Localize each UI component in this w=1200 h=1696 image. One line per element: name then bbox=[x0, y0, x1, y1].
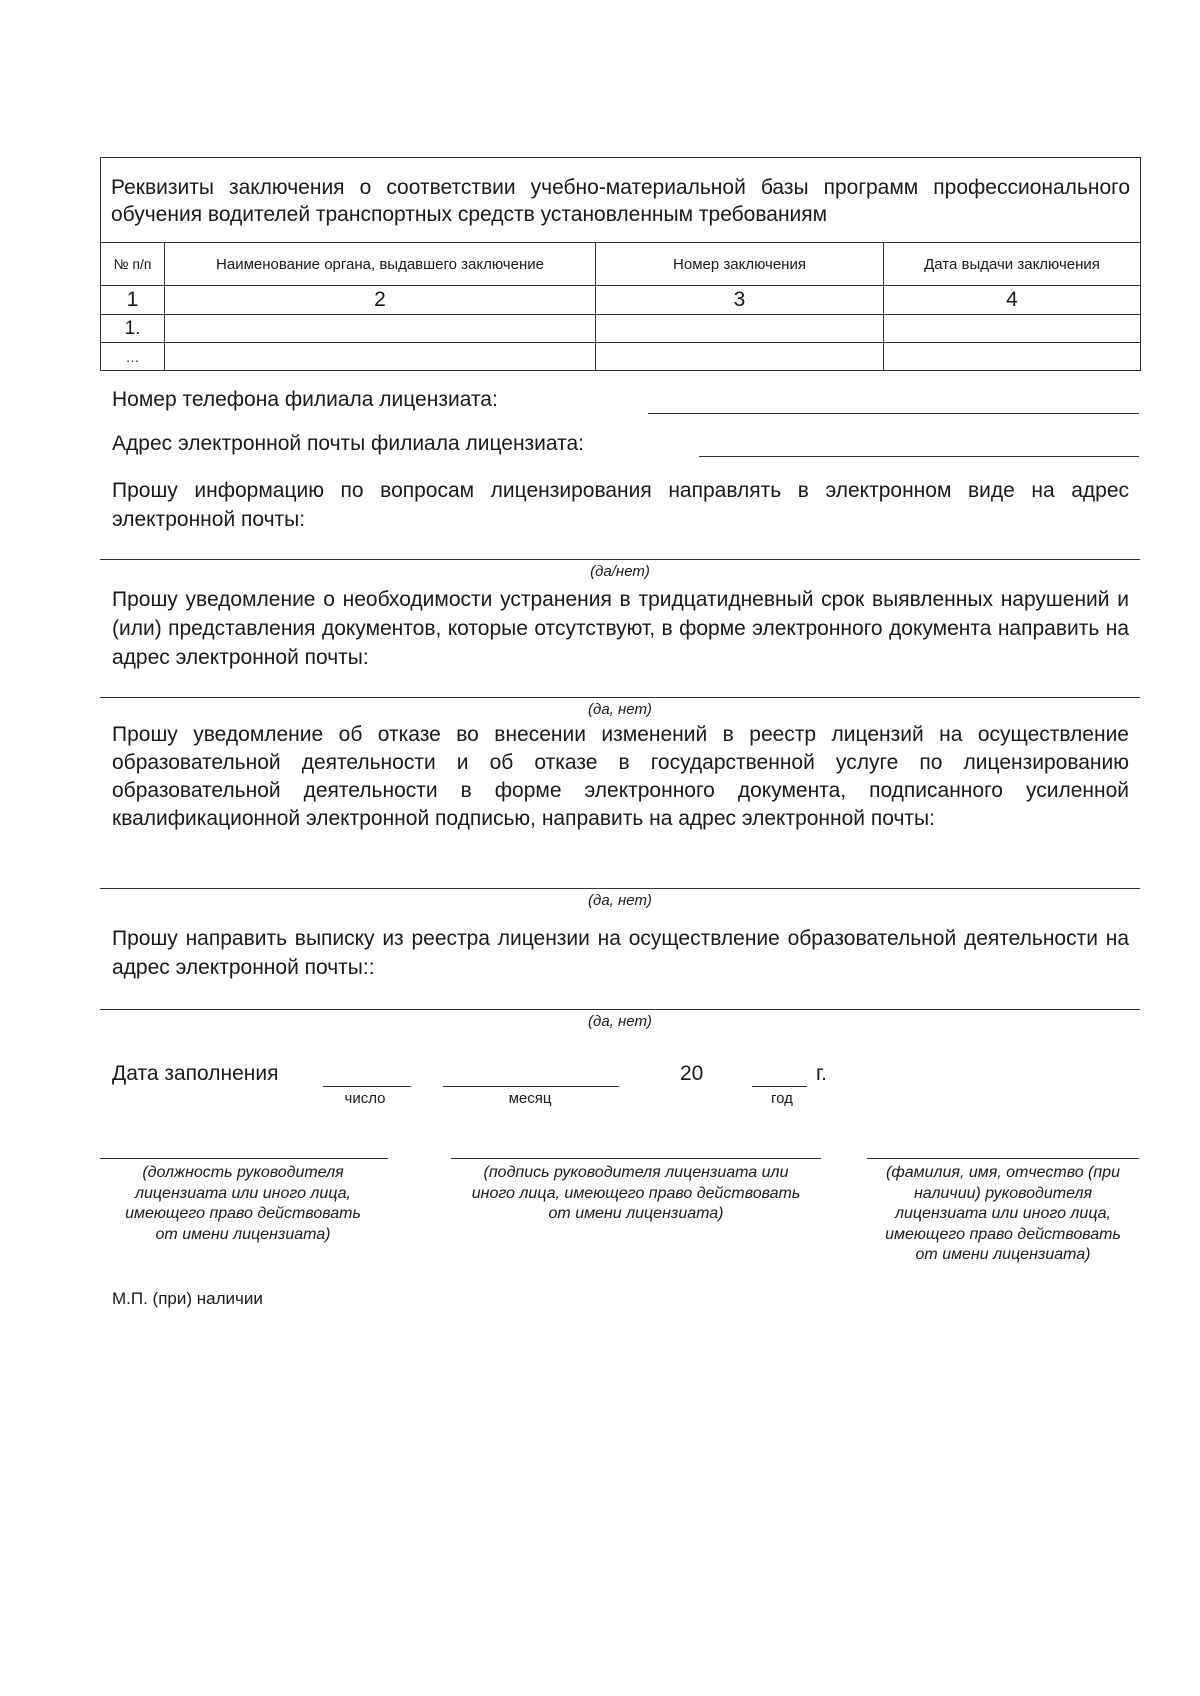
date-century: 20 bbox=[680, 1062, 704, 1085]
request-info-email-answer[interactable] bbox=[100, 559, 1140, 560]
table-cell: … bbox=[101, 343, 165, 371]
date-year-suffix: г. bbox=[816, 1062, 827, 1085]
date-month-field[interactable] bbox=[443, 1086, 619, 1087]
column-number: 3 bbox=[596, 286, 884, 315]
table-cell[interactable] bbox=[596, 343, 884, 371]
requisites-table bbox=[100, 157, 1141, 371]
signature-field[interactable] bbox=[451, 1158, 821, 1159]
request-violation-notice-text: Прошу уведомление о необходимости устранения в тридцатидневный срок выявленных нарушений и (или) представления документов, которые отсутствуют, в форме электронного документа направить на адрес электронной почты: bbox=[112, 588, 1129, 669]
fullname-caption: (фамилия, имя, отчество (при наличии) руководителя лицензиата или иного лица, имеющего право действовать от имени лицензиата) bbox=[885, 1164, 1121, 1263]
request-refusal-notice-text: Прошу уведомление об отказе во внесении изменений в реестр лицензий на осуществление образовательной деятельности и об отказе в государственной услуге по лицензированию образовательной деятельности в форме электронного документа, подписанного усиленной квалификационной электронной подписью, направить на адрес электронной почты: bbox=[112, 723, 1129, 830]
position-caption: (должность руководителя лицензиата или иного лица, имеющего право действовать от имени лицензиата) bbox=[125, 1164, 361, 1243]
table-row bbox=[101, 315, 1141, 343]
table-cell: 1. bbox=[101, 315, 165, 343]
date-month-caption: месяц bbox=[508, 1090, 552, 1107]
date-day-caption: число bbox=[344, 1090, 386, 1107]
seal-note: М.П. (при) наличии bbox=[112, 1289, 263, 1308]
table-cell[interactable] bbox=[884, 315, 1141, 343]
table-cell[interactable] bbox=[884, 343, 1141, 371]
request-extract-hint: (да, нет) bbox=[588, 1013, 652, 1030]
table-title: Реквизиты заключения о соответствии учебно-материальной базы программ профессионального обучения водителей транспортных средств установленным требованиям bbox=[101, 158, 1141, 243]
request-extract-text: Прошу направить выписку из реестра лицензии на осуществление образовательной деятельности на адрес электронной почты:: bbox=[112, 927, 1129, 979]
table-cell[interactable] bbox=[165, 315, 596, 343]
phone-label: Номер телефона филиала лицензиата: bbox=[112, 388, 498, 411]
email-field[interactable] bbox=[699, 456, 1139, 457]
request-violation-notice-answer[interactable] bbox=[100, 697, 1140, 698]
position-field[interactable] bbox=[100, 1158, 388, 1159]
table-row bbox=[101, 343, 1141, 371]
date-year-field[interactable] bbox=[752, 1086, 807, 1087]
header-number: № п/п bbox=[101, 243, 165, 286]
table-cell[interactable] bbox=[165, 343, 596, 371]
date-year-caption: год bbox=[771, 1090, 793, 1107]
date-label: Дата заполнения bbox=[112, 1062, 279, 1085]
signature-caption: (подпись руководителя лицензиата или иного лица, имеющего право действовать от имени лицензиата) bbox=[471, 1164, 801, 1222]
request-info-email-hint: (да/нет) bbox=[590, 563, 650, 580]
header-conclusion-number: Номер заключения bbox=[596, 243, 884, 286]
request-extract-answer[interactable] bbox=[100, 1009, 1140, 1010]
request-info-email-text: Прошу информацию по вопросам лицензирования направлять в электронном виде на адрес электронной почты: bbox=[112, 479, 1129, 531]
email-label: Адрес электронной почты филиала лицензиата: bbox=[112, 432, 585, 455]
phone-field[interactable] bbox=[648, 413, 1139, 414]
date-day-field[interactable] bbox=[323, 1086, 411, 1087]
table-cell[interactable] bbox=[596, 315, 884, 343]
column-number: 4 bbox=[884, 286, 1141, 315]
header-issuer: Наименование органа, выдавшего заключение bbox=[165, 243, 596, 286]
header-issue-date: Дата выдачи заключения bbox=[884, 243, 1141, 286]
fullname-field[interactable] bbox=[867, 1158, 1139, 1159]
column-number: 2 bbox=[165, 286, 596, 315]
column-number: 1 bbox=[101, 286, 165, 315]
request-violation-notice-hint: (да, нет) bbox=[588, 701, 652, 718]
request-refusal-notice-answer[interactable] bbox=[100, 888, 1140, 889]
request-refusal-notice-hint: (да, нет) bbox=[588, 892, 652, 909]
